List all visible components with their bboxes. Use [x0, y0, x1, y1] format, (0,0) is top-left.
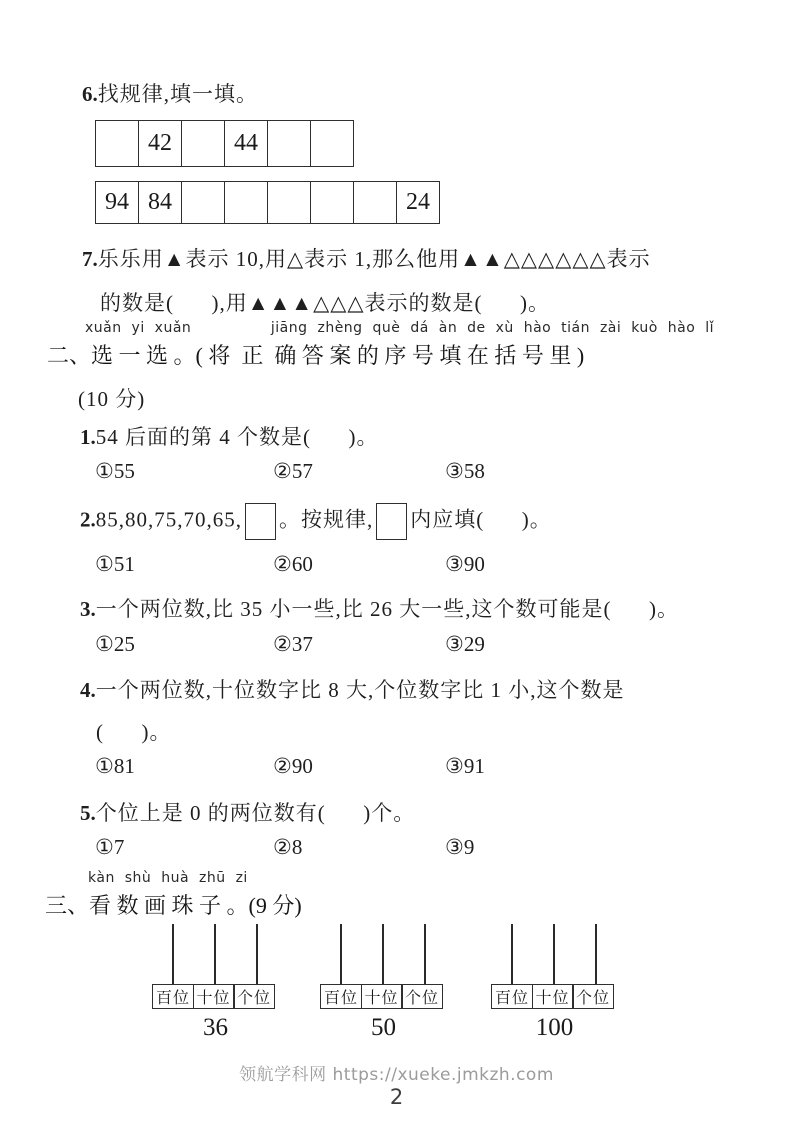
question-2-options [95, 552, 655, 582]
option-1: ①81 [95, 754, 135, 778]
question-6-number: 6. [82, 82, 98, 106]
answer-box[interactable] [245, 503, 276, 540]
place-value-diagram-3[interactable] [491, 924, 618, 1046]
question-1 [80, 421, 379, 451]
option-3: ③9 [445, 835, 475, 859]
fill-cell[interactable] [224, 181, 268, 224]
diagram-value: 50 [371, 1014, 396, 1041]
option-3: ③91 [445, 754, 485, 778]
tens-label: 十位 [361, 984, 403, 1009]
question-3-text: 一个两位数,比 35 小一些,比 26 大一些,这个数可能是( )。 [95, 597, 679, 621]
question-5-options [95, 835, 655, 865]
bead-rod [172, 924, 174, 985]
bead-rod [595, 924, 597, 985]
fill-cell[interactable] [267, 120, 311, 167]
page-number: 2 [389, 1085, 404, 1109]
question-3-options [95, 632, 655, 662]
place-value-table [320, 984, 443, 1009]
question-5-text: 个位上是 0 的两位数有( )个。 [95, 801, 416, 825]
fill-cell[interactable] [181, 120, 225, 167]
fill-cell[interactable] [353, 181, 397, 224]
option-2: ②37 [273, 632, 313, 656]
question-3-number: 3. [80, 597, 96, 621]
number-cell: 84 [138, 181, 182, 224]
question-4-text-1: 一个两位数,十位数字比 8 大,个位数字比 1 小,这个数是 [95, 678, 625, 702]
question-2 [80, 503, 552, 540]
option-3: ③90 [445, 552, 485, 576]
option-1: ①25 [95, 632, 135, 656]
question-6-title [82, 78, 258, 108]
hundreds-label: 百位 [152, 984, 194, 1009]
bead-rod [214, 924, 216, 985]
fill-cell[interactable] [95, 120, 139, 167]
place-value-diagram-2[interactable] [320, 924, 447, 1046]
question-4-line-1 [80, 674, 625, 704]
q6-number-strip-1 [95, 120, 354, 167]
question-2-text-b: 。按规律, [279, 507, 374, 532]
question-7-number: 7. [82, 247, 98, 271]
section-3-pinyin: kàn shù huà zhū zi [88, 870, 248, 886]
question-5 [80, 797, 415, 827]
option-1: ①7 [95, 835, 125, 859]
answer-box[interactable] [376, 503, 407, 540]
number-cell: 24 [396, 181, 440, 224]
question-1-text: 54 后面的第 4 个数是( )。 [95, 425, 379, 449]
tens-label: 十位 [193, 984, 235, 1009]
question-5-number: 5. [80, 801, 96, 825]
bead-rod [340, 924, 342, 985]
diagram-value: 100 [535, 1014, 574, 1041]
section-3-heading: 三、看 数 画 珠 子 。(9 分) [45, 893, 302, 918]
question-7-line-1 [82, 243, 651, 273]
fill-cell[interactable] [267, 181, 311, 224]
place-value-table [491, 984, 614, 1009]
option-1: ①55 [95, 459, 135, 483]
fill-cell[interactable] [181, 181, 225, 224]
bead-rod [256, 924, 258, 985]
bead-rod [511, 924, 513, 985]
question-1-options [95, 459, 655, 489]
bead-rod [553, 924, 555, 985]
question-1-number: 1. [80, 425, 96, 449]
q6-number-strip-2 [95, 181, 440, 224]
place-value-diagram-1[interactable] [152, 924, 279, 1046]
question-4-number: 4. [80, 678, 96, 702]
ones-label: 个位 [233, 984, 275, 1009]
number-cell: 94 [95, 181, 139, 224]
question-2-text-a: 85,80,75,70,65, [95, 507, 242, 532]
question-7-line-2: 的数是( ),用▲▲▲△△△表示的数是( )。 [100, 291, 551, 315]
bead-rod [424, 924, 426, 985]
question-4-line-2: ( )。 [96, 720, 172, 744]
hundreds-label: 百位 [491, 984, 533, 1009]
number-cell: 44 [224, 120, 268, 167]
ones-label: 个位 [401, 984, 443, 1009]
section-2-heading: 二、选 一 选 。( 将 正 确 答 案 的 序 号 填 在 括 号 里 ) [47, 343, 585, 368]
tens-label: 十位 [532, 984, 574, 1009]
hundreds-label: 百位 [320, 984, 362, 1009]
question-3 [80, 593, 679, 623]
fill-cell[interactable] [310, 120, 354, 167]
question-2-number: 2. [80, 507, 96, 532]
question-7-text-1: 乐乐用▲表示 10,用△表示 1,那么他用▲▲△△△△△△表示 [97, 247, 651, 271]
option-2: ②60 [273, 552, 313, 576]
ones-label: 个位 [572, 984, 614, 1009]
number-cell: 42 [138, 120, 182, 167]
watermark-link[interactable]: 领航学科网 https://xueke.jmkzh.com [239, 1065, 554, 1085]
question-6-text: 找规律,填一填。 [97, 82, 258, 106]
place-value-table [152, 984, 275, 1009]
section-2-score: (10 分) [78, 387, 146, 411]
diagram-value: 36 [203, 1014, 228, 1041]
option-2: ②57 [273, 459, 313, 483]
fill-cell[interactable] [310, 181, 354, 224]
option-2: ②90 [273, 754, 313, 778]
option-3: ③58 [445, 459, 485, 483]
question-4-options [95, 754, 655, 784]
option-2: ②8 [273, 835, 303, 859]
option-3: ③29 [445, 632, 485, 656]
question-2-text-c: 内应填( )。 [410, 507, 552, 532]
section-2-pinyin: xuǎn yi xuǎn jiāng zhèng què dá àn de xù hào tián zài kuò hào lǐ [85, 320, 715, 336]
option-1: ①51 [95, 552, 135, 576]
bead-rod [382, 924, 384, 985]
